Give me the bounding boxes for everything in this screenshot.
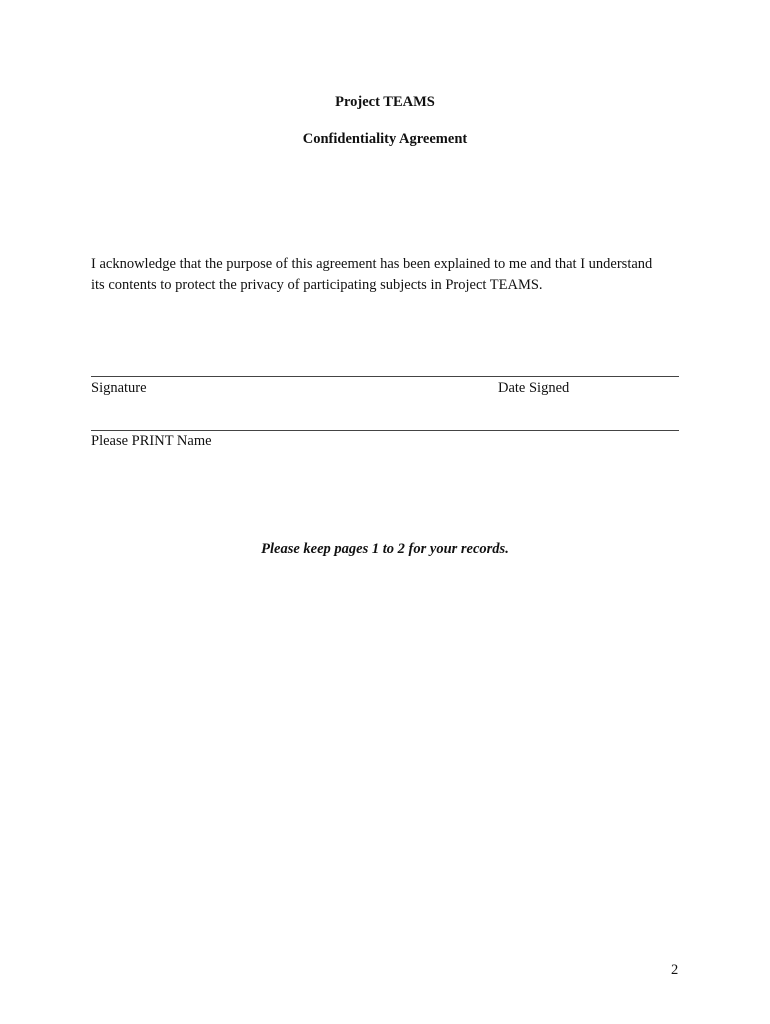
acknowledgement-paragraph xyxy=(91,254,691,296)
document-subtitle: Confidentiality Agreement xyxy=(302,131,468,147)
print-name-label: Please PRINT Name xyxy=(91,433,212,449)
signature-line xyxy=(91,376,679,377)
paragraph-line: its contents to protect the privacy of participating subjects in Project TEAMS. xyxy=(91,277,543,293)
signature-label: Signature xyxy=(91,380,147,396)
document-title: Project TEAMS xyxy=(335,94,435,110)
date-signed-label: Date Signed xyxy=(498,380,570,396)
records-note: Please keep pages 1 to 2 for your records. xyxy=(261,541,509,557)
print-name-line xyxy=(91,430,679,431)
paragraph-line: I acknowledge that the purpose of this agreement has been explained to me and that I understand xyxy=(91,256,653,272)
page-number: 2 xyxy=(671,962,679,978)
